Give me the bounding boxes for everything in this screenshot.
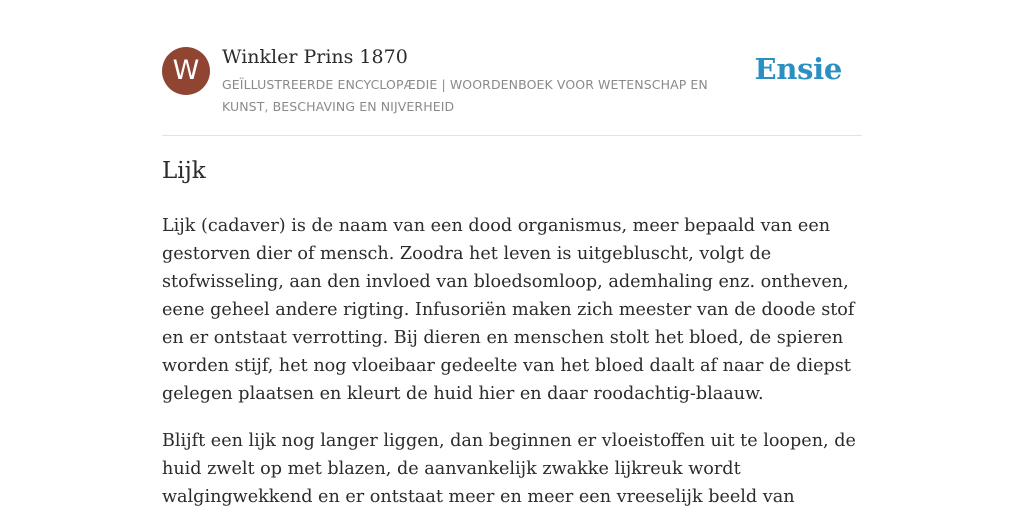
source-header: [162, 46, 862, 136]
source-avatar[interactable]: W: [162, 47, 210, 95]
article-paragraph-1: Lijk (cadaver) is de naam van een dood organismus, meer bepaald van een gestorven dier of mensch. Zoodra het leven is uitgebluscht, volgt de stofwisseling, aan den invloed van bloedsomloop, ademhaling enz. ontheven, eene geheel andere rigting. Infusoriën maken zich meester van de doode stof en er ontstaat verrotting. Bij dieren en menschen stolt het bloed, de spieren worden stijf, het nog vloeibaar gedeelte van het bloed daalt af naar de diepst gelegen plaatsen en kleurt de huid hier en daar roodachtig-blaauw.: [162, 216, 855, 404]
source-title-link[interactable]: Winkler Prins 1870: [222, 46, 408, 68]
article-title: Lijk: [162, 158, 206, 184]
header-divider: [162, 135, 862, 136]
source-subtitle: GEÏLLUSTREERDE ENCYCLOPÆDIE | WOORDENBOEK VOOR WETENSCHAP EN KUNST, BESCHAVING EN NIJVERHEID: [222, 77, 708, 114]
article-body: [162, 212, 862, 512]
article-paragraph-2: Blijft een lijk nog langer liggen, dan beginnen er vloeistoffen uit te loopen, de huid zwelt op met blazen, de aanvankelijk zwakke lijkreuk wordt walgingwekkend en er ontstaat meer en meer een vreeselijk beeld van: [162, 431, 856, 507]
ensie-logo[interactable]: Ensie: [754, 52, 842, 86]
